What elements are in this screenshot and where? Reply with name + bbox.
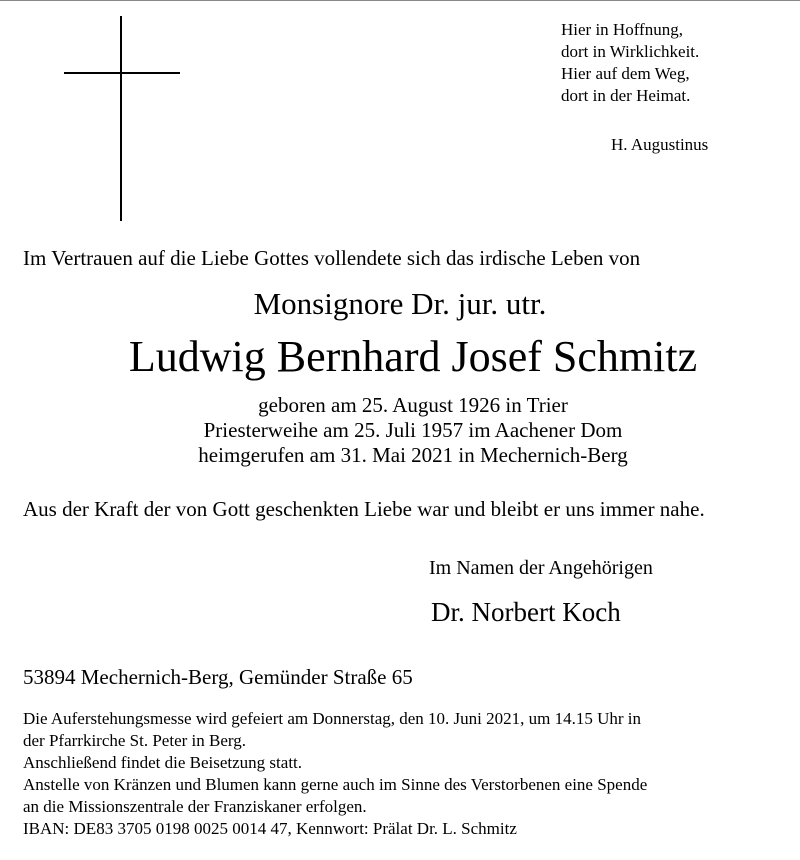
notice-line: Anstelle von Kränzen und Blumen kann gerne auch im Sinne des Verstorbenen eine Spende <box>23 775 648 794</box>
notice-line: Die Auferstehungsmesse wird gefeiert am Donnerstag, den 10. Juni 2021, um 14.15 Uhr in <box>23 709 642 728</box>
family-label: Im Namen der Angehörigen <box>429 557 653 579</box>
notice-line: der Pfarrkirche St. Peter in Berg. <box>23 731 246 750</box>
notice-line: IBAN: DE83 3705 0198 0025 0014 47, Kennwort: Prälat Dr. L. Schmitz <box>23 819 517 838</box>
quote-line: dort in Wirklichkeit. <box>561 42 700 61</box>
signer-name: Dr. Norbert Koch <box>431 597 621 627</box>
bible-quote <box>561 19 699 107</box>
intro-text: Im Vertrauen auf die Liebe Gottes vollendete sich das irdische Leben von <box>23 246 641 270</box>
notice-line: Anschließend findet die Beisetzung statt. <box>23 753 303 772</box>
birth-date-line: geboren am 25. August 1926 in Trier <box>258 393 568 417</box>
quote-author: H. Augustinus <box>611 135 709 154</box>
deceased-name: Ludwig Bernhard Josef Schmitz <box>128 332 698 381</box>
ordination-line: Priesterweihe am 25. Juli 1957 im Aachener Dom <box>203 418 623 442</box>
address: 53894 Mechernich-Berg, Gemünder Straße 65 <box>23 665 413 689</box>
quote-line: Hier in Hoffnung, <box>561 20 683 39</box>
quote-line: dort in der Heimat. <box>561 86 691 105</box>
life-dates <box>0 393 800 468</box>
deceased-honorific: Monsignore Dr. jur. utr. <box>253 286 547 321</box>
quote-line: Hier auf dem Weg, <box>561 64 690 83</box>
funeral-notice <box>23 708 647 840</box>
notice-line: an die Missionszentrale der Franziskaner erfolgen. <box>23 797 367 816</box>
death-date-line: heimgerufen am 31. Mai 2021 in Mechernich-Berg <box>198 443 628 467</box>
closing-text: Aus der Kraft der von Gott geschenkten Liebe war und bleibt er uns immer nahe. <box>23 497 705 521</box>
cross-vertical-bar <box>120 16 122 221</box>
cross-horizontal-bar <box>64 72 180 74</box>
